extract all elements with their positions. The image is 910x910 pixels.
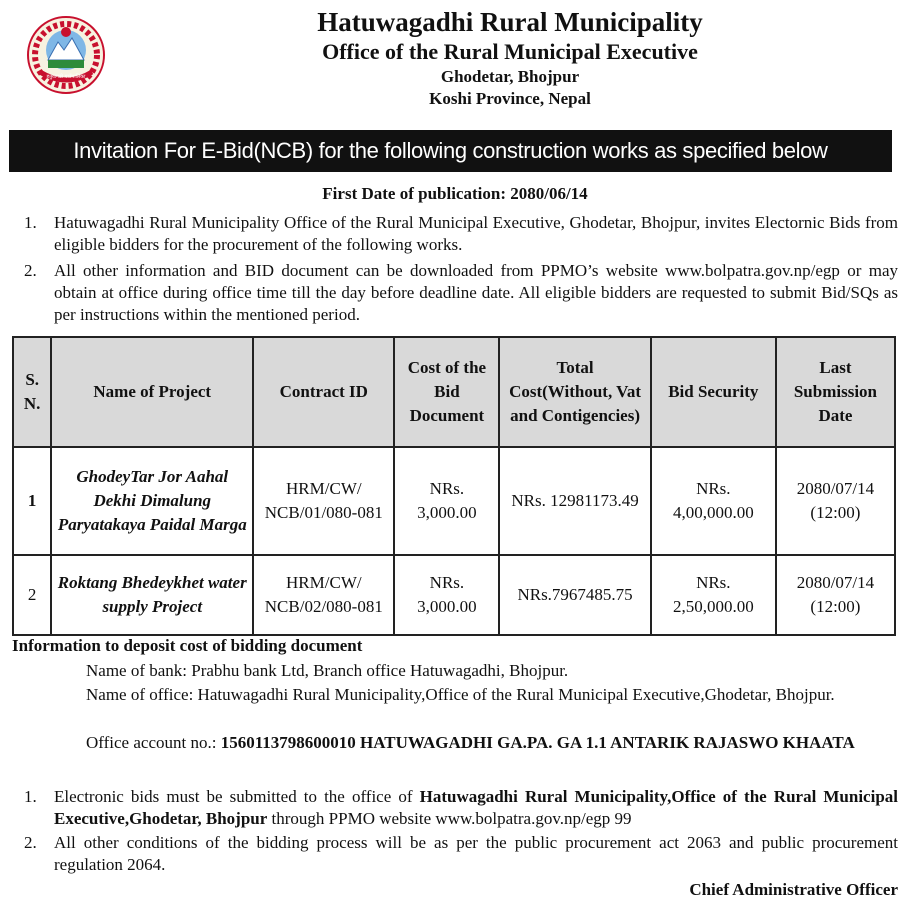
table-header-row — [13, 337, 895, 447]
intro-item-number: 1. — [24, 213, 37, 232]
cell-bid-security: NRs. 2,50,000.00 — [651, 555, 776, 635]
deposit-office-name: Name of office: Hatuwagadhi Rural Municipality,Office of the Rural Municipal Executive,Ghodetar, Bhojpur. — [86, 685, 835, 704]
address-line-2: Koshi Province, Nepal — [429, 89, 591, 108]
deposit-account — [86, 732, 896, 754]
cell-contract-id: HRM/CW/ NCB/02/080-081 — [253, 555, 394, 635]
signature-title: Chief Administrative Officer — [689, 880, 898, 899]
header-bid-security: Bid Security — [651, 337, 776, 447]
intro-item-2 — [24, 260, 898, 326]
cell-contract-id: HRM/CW/ NCB/01/080-081 — [253, 447, 394, 555]
intro-item-1 — [24, 212, 898, 256]
note-item-1 — [24, 786, 898, 830]
table-row — [13, 555, 895, 635]
note-item-bold: Hatuwagadhi Rural Municipality,Office of the Rural Municipal Executive,Ghodetar, Bhojpur — [54, 787, 898, 828]
header-last-submission-date: Last Submission Date — [776, 337, 895, 447]
deposit-bank-name: Name of bank: Prabhu bank Ltd, Branch office Hatuwagadhi, Bhojpur. — [86, 661, 569, 680]
office-subtitle: Office of the Rural Municipal Executive — [322, 39, 698, 64]
cell-bid-document-cost: NRs. 3,000.00 — [394, 555, 499, 635]
bid-table — [12, 336, 896, 636]
letterhead — [110, 6, 910, 110]
emblem-text: हतुवागढी गाउँपालिका — [46, 74, 86, 80]
deposit-info-title: Information to deposit cost of bidding document — [12, 636, 363, 655]
cell-total-cost: NRs.7967485.75 — [499, 555, 650, 635]
note-item-number: 2. — [24, 833, 37, 852]
cell-bid-document-cost: NRs. 3,000.00 — [394, 447, 499, 555]
cell-sn: 1 — [13, 447, 51, 555]
publication-date: First Date of publication: 2080/06/14 — [322, 184, 588, 203]
header-contract-id: Contract ID — [253, 337, 394, 447]
table-row — [13, 447, 895, 555]
account-value: 1560113798600010 HATUWAGADHI GA.PA. GA 1.1 ANTARIK RAJASWO KHAATA — [220, 733, 855, 752]
note-item-2 — [24, 832, 898, 876]
note-item-number: 1. — [24, 787, 37, 806]
address-line-1: Ghodetar, Bhojpur — [440, 67, 580, 86]
header-bid-document-cost: Cost of the Bid Document — [394, 337, 499, 447]
header-sn: S. N. — [13, 337, 51, 447]
cell-project-name: GhodeyTar Jor Aahal Dekhi Dimalung Paryatakaya Paidal Marga — [51, 447, 253, 555]
note-item-text: All other conditions of the bidding process will be as per the public procurement act 2063 and public procurement regulation 2064. — [54, 833, 898, 874]
intro-item-number: 2. — [24, 261, 37, 280]
header-project-name: Name of Project — [51, 337, 253, 447]
cell-last-submission-date: 2080/07/14 (12:00) — [776, 447, 895, 555]
header-total-cost: Total Cost(Without, Vat and Contigencies) — [499, 337, 650, 447]
intro-item-text: All other information and BID document can be downloaded from PPMO’s website www.bolpatra.gov.np/egp or may obtain at office during office time till the day before deadline date. All eligible bidders are requested to submit Bid/SQs as per instructions within the mentioned period. — [54, 261, 898, 324]
intro-item-text: Hatuwagadhi Rural Municipality Office of the Rural Municipal Executive, Ghodetar, Bhojpur, invites Electornic Bids from eligible bidders for the procurement of the following works. — [54, 213, 898, 254]
note-item-text: Electronic bids must be submitted to the office of — [54, 787, 420, 806]
municipality-emblem-logo — [26, 14, 106, 96]
cell-sn: 2 — [13, 555, 51, 635]
cell-total-cost: NRs. 12981173.49 — [499, 447, 650, 555]
note-item-text-end: through PPMO website www.bolpatra.gov.np/egp 99 — [267, 809, 632, 828]
account-label: Office account no.: — [86, 733, 221, 752]
cell-bid-security: NRs. 4,00,000.00 — [651, 447, 776, 555]
invitation-banner: Invitation For E-Bid(NCB) for the following construction works as specified below — [9, 130, 892, 172]
cell-last-submission-date: 2080/07/14 (12:00) — [776, 555, 895, 635]
municipality-title: Hatuwagadhi Rural Municipality — [317, 7, 703, 37]
cell-project-name: Roktang Bhedeykhet water supply Project — [51, 555, 253, 635]
